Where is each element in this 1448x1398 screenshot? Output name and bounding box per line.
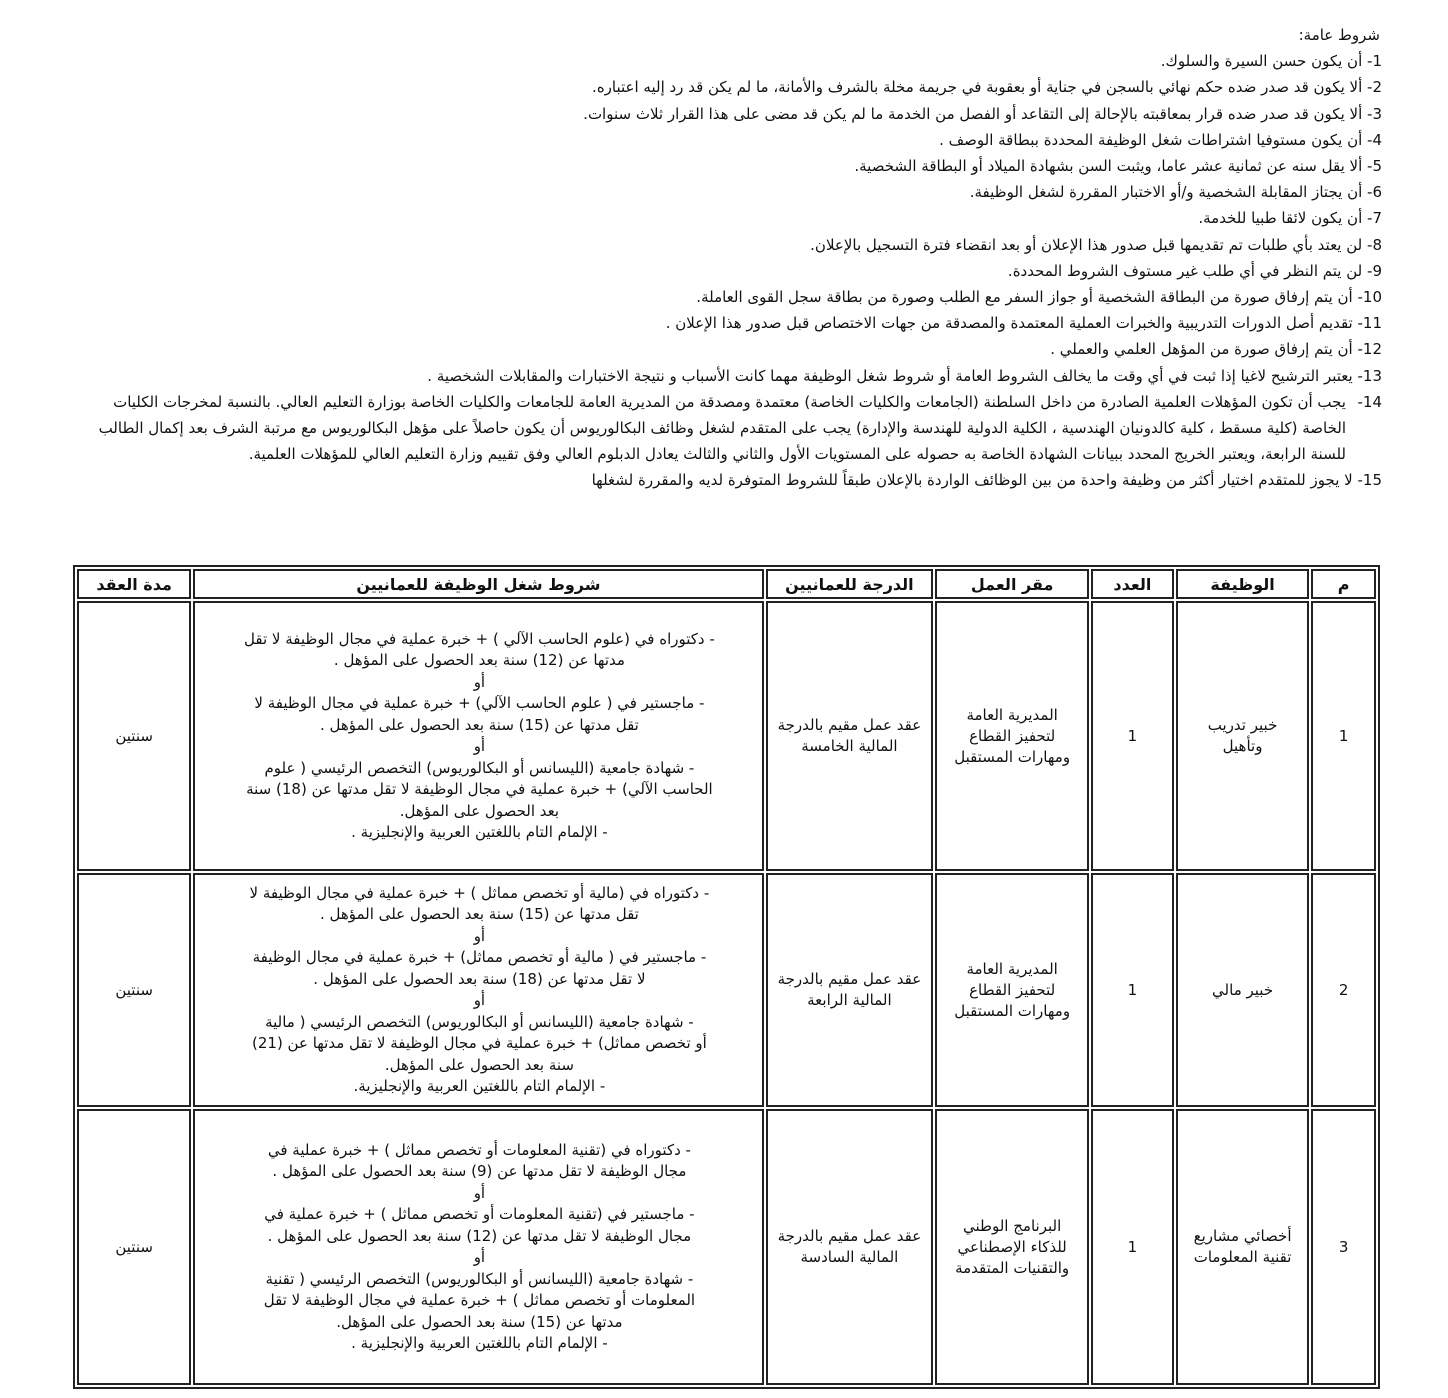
work-location: المديرية العامة لتحفيز القطاع ومهارات المستقبل <box>935 601 1089 871</box>
job-title: خبير مالي <box>1176 873 1309 1107</box>
requirement-line: - دكتوراه في (تقنية المعلومات أو تخصص مماثل ) + خبرة عملية في <box>267 1140 691 1159</box>
header-conditions: شروط شغل الوظيفة للعمانيين <box>193 569 763 599</box>
requirement-line: مجال الوظيفة لا تقل مدتها عن (12) سنة بعد الحصول على المؤهل . <box>267 1226 692 1245</box>
condition-number: 4- <box>1367 130 1382 149</box>
job-requirements <box>193 873 763 1107</box>
requirement-line: أو <box>473 926 486 945</box>
requirement-line: - شهادة جامعية (الليسانس أو البكالوريوس) التخصص الرئيسي ( مالية <box>265 1012 694 1031</box>
condition-number: 5- <box>1367 157 1382 176</box>
condition-text: لن يعتد بأي طلبات تم تقديمها قبل صدور هذا الإعلان أو بعد انقضاء فترة التسجيل بالإعلان. <box>810 235 1363 254</box>
table-row <box>77 601 1376 871</box>
general-conditions-title: شروط عامة: <box>1298 26 1380 44</box>
condition-item <box>82 232 1382 258</box>
requirement-line: - الإلمام التام باللغتين العربية والإنجليزية. <box>353 1077 606 1095</box>
job-count: 1 <box>1091 873 1174 1107</box>
requirement-line: - ماجستير في ( علوم الحاسب الآلي) + خبرة عملية في مجال الوظيفة لا <box>254 694 705 712</box>
condition-text: ألا يكون قد صدر ضده قرار بمعاقبته بالإحالة إلى التقاعد أو الفصل من الخدمة ما لم يكن قد مضى على هذا القرار ثلاث سنوات. <box>583 104 1363 123</box>
condition-number: 10- <box>1357 288 1382 307</box>
table-row <box>77 1109 1376 1385</box>
job-count: 1 <box>1091 1109 1174 1385</box>
requirement-line: - ماجستير في (تقنية المعلومات أو تخصص مماثل ) + خبرة عملية في <box>264 1205 695 1223</box>
condition-number: 7- <box>1367 209 1382 228</box>
condition-item <box>82 363 1382 389</box>
condition-item <box>82 101 1382 127</box>
requirement-line: سنة بعد الحصول على المؤهل. <box>384 1055 574 1074</box>
condition-number: 15- <box>1357 471 1382 490</box>
condition-item <box>82 205 1382 231</box>
condition-item <box>82 467 1382 493</box>
condition-number: 13- <box>1357 366 1382 385</box>
header-count: العدد <box>1091 569 1174 599</box>
condition-text: يعتبر الترشيح لاغيا إذا ثبت في أي وقت ما يخالف الشروط العامة أو شروط شغل الوظيفة مهما كانت الأسباب و نتيجة الاختبارات والمقابلات الشخصية . <box>427 366 1353 385</box>
job-requirements <box>193 1109 763 1385</box>
condition-number: 14- <box>1357 392 1382 411</box>
condition-number: 1- <box>1367 52 1382 71</box>
requirement-line: بعد الحصول على المؤهل. <box>399 801 560 820</box>
condition-number: 3- <box>1367 104 1382 123</box>
requirement-line: مدتها عن (15) سنة بعد الحصول على المؤهل. <box>336 1312 623 1331</box>
condition-item <box>82 284 1382 310</box>
requirement-line: أو <box>473 1248 486 1266</box>
requirement-line: مجال الوظيفة لا تقل مدتها عن (9) سنة بعد الحصول على المؤهل . <box>272 1162 687 1180</box>
condition-number: 8- <box>1367 235 1382 254</box>
condition-number: 11- <box>1357 314 1382 333</box>
job-title: أخصائي مشاريع تقنية المعلومات <box>1176 1109 1309 1385</box>
job-requirements <box>193 601 763 871</box>
condition-number: 6- <box>1367 183 1382 202</box>
condition-item <box>82 310 1382 336</box>
condition-text: أن يتم إرفاق صورة من المؤهل العلمي والعملي . <box>1050 340 1353 359</box>
requirement-line: تقل مدتها عن (15) سنة بعد الحصول على المؤهل . <box>319 905 639 923</box>
requirement-line: أو <box>473 737 486 755</box>
jobs-table <box>73 565 1380 1389</box>
requirement-line: - الإلمام التام باللغتين العربية والإنجليزية . <box>351 823 608 841</box>
row-number: 2 <box>1311 873 1376 1107</box>
requirement-line: - دكتوراه في (مالية أو تخصص مماثل ) + خبرة عملية في مجال الوظيفة لا <box>249 883 710 902</box>
requirement-line: أو <box>473 672 486 691</box>
table-row <box>77 873 1376 1107</box>
condition-number: 2- <box>1367 78 1382 97</box>
requirement-line: أو <box>473 991 486 1009</box>
contract-duration: سنتين <box>77 873 191 1107</box>
requirement-line: لا تقل مدتها عن (18) سنة بعد الحصول على المؤهل . <box>313 969 646 988</box>
requirement-line: مدتها عن (12) سنة بعد الحصول على المؤهل . <box>333 651 625 669</box>
job-title: خبير تدريب وتأهيل <box>1176 601 1309 871</box>
condition-text: أن يكون لائقا طبيا للخدمة. <box>1198 209 1363 228</box>
contract-duration: سنتين <box>77 601 191 871</box>
row-number: 3 <box>1311 1109 1376 1385</box>
condition-text: يجب أن تكون المؤهلات العلمية الصادرة من داخل السلطنة (الجامعات والكليات الخاصة) معتمدة ومصدقة من المديرية العامة للجامعات والكليات الخاصة بوزارة التعليم العالي. بالنسبة لمخرجات الكليات الخاصة (كلية مسقط ، كلية كالدونيان الهندسية ، الكلية الدولية للهندسة والإدارة) يجب على المتقدم لشغل وظائف البكالوريوس أن يكون حاصلاً على مؤهل البكالوريوس مع مرتبة الشرف بعد إكمال الطالب للسنة الرابعة، ويعتبر الخريج المحدد ببيانات الشهادة الخاصة به حصوله على المستويات الأول والثاني والثالث يعادل الدبلوم العالي وفق تقييم وزارة التعليم العالي للمؤهلات العلمية. <box>98 392 1346 464</box>
condition-text: ألا يكون قد صدر ضده حكم نهائي بالسجن في جناية أو بعقوبة في جريمة مخلة بالشرف والأمانة، ما لم يكن قد رد إليه اعتباره. <box>592 78 1363 97</box>
condition-text: أن يكون حسن السيرة والسلوك. <box>1160 52 1363 71</box>
condition-text: تقديم أصل الدورات التدريبية والخبرات العملية المعتمدة والمصدقة من جهات الاختصاص قبل صدور هذا الإعلان . <box>665 314 1353 333</box>
requirement-line: - الإلمام التام باللغتين العربية والإنجليزية . <box>351 1334 608 1352</box>
job-count: 1 <box>1091 601 1174 871</box>
requirement-line: أو <box>473 1183 486 1202</box>
condition-text: أن يتم إرفاق صورة من البطاقة الشخصية أو جواز السفر مع الطلب وصورة من بطاقة سجل القوى العاملة. <box>696 288 1353 307</box>
condition-item <box>82 336 1382 362</box>
header-location: مقر العمل <box>935 569 1089 599</box>
requirement-line: المعلومات أو تخصص مماثل ) + خبرة عملية في مجال الوظيفة لا تقل <box>263 1291 696 1309</box>
condition-item <box>82 179 1382 205</box>
job-grade: عقد عمل مقيم بالدرجة المالية الخامسة <box>766 601 934 871</box>
condition-item <box>82 258 1382 284</box>
header-duration: مدة العقد <box>77 569 191 599</box>
conditions-list <box>82 48 1382 493</box>
condition-text: لا يجوز للمتقدم اختيار أكثر من وظيفة واحدة من بين الوظائف الواردة بالإعلان طبقاً للشروط المتوفرة لديه والمقررة لشغلها <box>591 471 1353 490</box>
header-grade: الدرجة للعمانيين <box>766 569 934 599</box>
work-location: البرنامج الوطني للذكاء الإصطناعي والتقنيات المتقدمة <box>935 1109 1089 1385</box>
general-conditions <box>82 22 1382 494</box>
requirement-line: - شهادة جامعية (الليسانس أو البكالوريوس) التخصص الرئيسي ( علوم <box>264 758 695 777</box>
job-grade: عقد عمل مقيم بالدرجة المالية السادسة <box>766 1109 934 1385</box>
requirement-line: - ماجستير في ( مالية أو تخصص مماثل) + خبرة عملية في مجال الوظيفة <box>252 948 707 966</box>
table-header-row <box>77 569 1376 599</box>
condition-text: أن يجتاز المقابلة الشخصية و/أو الاختبار المقررة لشغل الوظيفة. <box>969 183 1363 202</box>
condition-item <box>82 48 1382 74</box>
requirement-line: تقل مدتها عن (15) سنة بعد الحصول على المؤهل . <box>319 715 639 734</box>
condition-item <box>82 389 1382 468</box>
condition-item <box>82 127 1382 153</box>
condition-number: 9- <box>1367 261 1382 280</box>
header-number: م <box>1311 569 1376 599</box>
condition-text: لن يتم النظر في أي طلب غير مستوف الشروط المحددة. <box>1007 261 1363 280</box>
requirement-line: - دكتوراه في (علوم الحاسب الآلي ) + خبرة عملية في مجال الوظيفة لا تقل <box>244 629 715 648</box>
condition-item <box>82 153 1382 179</box>
work-location: المديرية العامة لتحفيز القطاع ومهارات المستقبل <box>935 873 1089 1107</box>
condition-number: 12- <box>1357 340 1382 359</box>
row-number: 1 <box>1311 601 1376 871</box>
condition-text: ألا يقل سنه عن ثمانية عشر عاما، ويثبت السن بشهادة الميلاد أو البطاقة الشخصية. <box>854 157 1363 176</box>
requirement-line: أو تخصص مماثل) + خبرة عملية في مجال الوظيفة لا تقل مدتها عن (21) <box>251 1034 707 1052</box>
condition-item <box>82 74 1382 100</box>
requirement-line: الحاسب الآلي) + خبرة عملية في مجال الوظيفة لا تقل مدتها عن (18) سنة <box>246 780 713 798</box>
requirement-line: - شهادة جامعية (الليسانس أو البكالوريوس) التخصص الرئيسي ( تقنية <box>265 1269 694 1288</box>
contract-duration: سنتين <box>77 1109 191 1385</box>
condition-text: أن يكون مستوفيا اشتراطات شغل الوظيفة المحددة ببطاقة الوصف . <box>939 130 1363 149</box>
job-grade: عقد عمل مقيم بالدرجة المالية الرابعة <box>766 873 934 1107</box>
header-job: الوظيفة <box>1176 569 1309 599</box>
